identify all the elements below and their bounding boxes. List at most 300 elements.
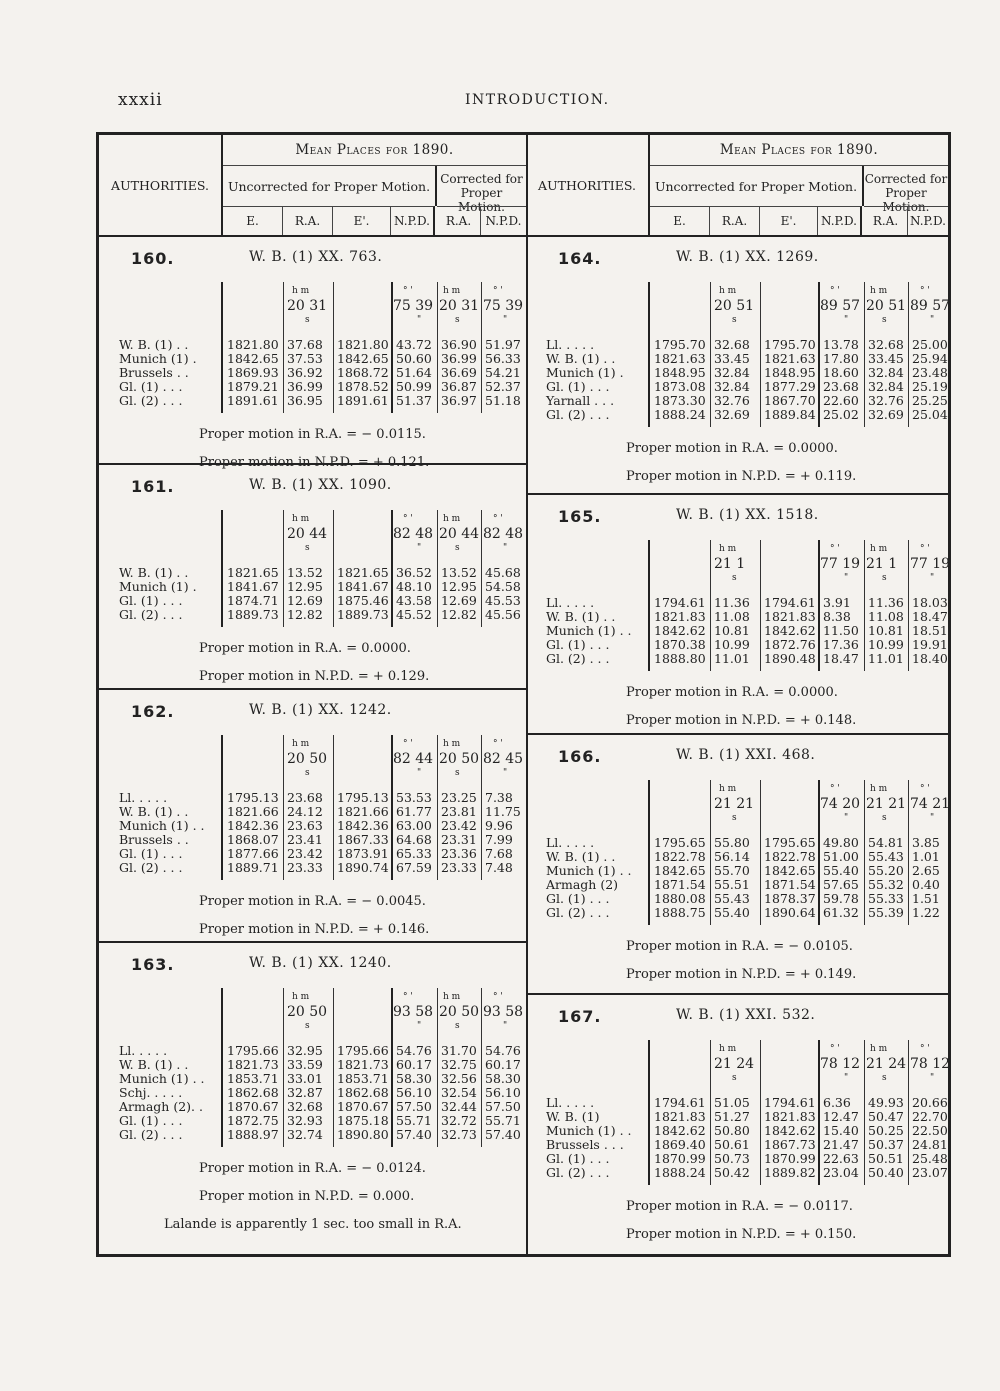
- ra-seconds: 11.36: [714, 595, 750, 610]
- epoch-prime: 1875.18: [337, 1113, 389, 1128]
- epoch: 1842.65: [227, 351, 279, 366]
- proper-motion-ra: Proper motion in R.A. = 0.0000.: [626, 685, 838, 700]
- npd-corrected: 57.50: [485, 1099, 521, 1114]
- npd-seconds: 61.77: [396, 804, 432, 819]
- epoch-prime: 1842.62: [764, 1123, 816, 1138]
- star-entry-162: [99, 690, 526, 943]
- epoch: 1821.65: [227, 565, 279, 580]
- authority-name: Ll. . . . .: [546, 835, 595, 850]
- ra-corrected: 32.84: [868, 379, 904, 394]
- npd-seconds: 67.59: [396, 860, 432, 875]
- ra-seconds: 50.61: [714, 1137, 750, 1152]
- npd-corrected: 45.68: [485, 565, 521, 580]
- npd-corrected: 54.76: [485, 1043, 521, 1058]
- authority-name: Gl. (1) . . .: [119, 379, 183, 394]
- authority-name: Ll. . . . .: [546, 595, 595, 610]
- npd-corrected: 7.48: [485, 860, 513, 875]
- epoch-prime: 1877.29: [764, 379, 816, 394]
- ra-seconds: 55.70: [714, 863, 750, 878]
- epoch-prime: 1794.61: [764, 595, 816, 610]
- epoch-prime: 1821.65: [337, 565, 389, 580]
- ra-corrected: 50.40: [868, 1165, 904, 1180]
- unit-deg: ° ': [830, 286, 840, 296]
- column-header: [526, 135, 948, 237]
- ra-corrected: 36.97: [441, 393, 477, 408]
- proper-motion-ra: Proper motion in R.A. = 0.0000.: [626, 441, 838, 456]
- proper-motion-npd: Proper motion in N.P.D. = + 0.129.: [199, 669, 430, 684]
- unit-sec: ": [844, 573, 849, 583]
- epoch-prime: 1853.71: [337, 1071, 389, 1086]
- unit-deg-corrected: ° ': [920, 544, 930, 554]
- ra-corrected: 10.99: [868, 637, 904, 652]
- npd-seconds: 18.60: [823, 365, 859, 380]
- ra-seconds: 33.01: [287, 1071, 323, 1086]
- ra-seconds: 55.40: [714, 905, 750, 920]
- authority-name: Gl. (2) . . .: [546, 1165, 610, 1180]
- authority-name: Brussels . .: [119, 832, 189, 847]
- epoch: 1868.07: [227, 832, 279, 847]
- ra-base-corrected: 20 50: [439, 751, 480, 767]
- column-rule: [437, 988, 438, 1147]
- npd-seconds: 45.52: [396, 607, 432, 622]
- npd-corrected: 25.19: [912, 379, 948, 394]
- unit-hm: h m: [719, 544, 737, 554]
- ra-corrected: 10.81: [868, 623, 904, 638]
- ra-corrected: 36.69: [441, 365, 477, 380]
- epoch-prime: 1795.66: [337, 1043, 389, 1058]
- epoch: 1795.66: [227, 1043, 279, 1058]
- npd-seconds: 18.47: [823, 651, 859, 666]
- npd-seconds: 36.52: [396, 565, 432, 580]
- star-reference: W. B. (1) XX. 1090.: [249, 477, 392, 493]
- corrected-heading-line2: Proper Motion.: [882, 186, 930, 214]
- column-rule: [481, 510, 482, 627]
- epoch: 1821.80: [227, 337, 279, 352]
- ra-seconds: 13.52: [287, 565, 323, 580]
- unit-s-corrected: s: [455, 768, 460, 778]
- epoch-prime: 1870.67: [337, 1099, 389, 1114]
- epoch: 1873.08: [654, 379, 706, 394]
- corrected-heading-line2: Proper Motion.: [458, 186, 505, 214]
- npd-corrected: 52.37: [485, 379, 521, 394]
- ra-corrected: 23.33: [441, 860, 477, 875]
- star-reference: W. B. (1) XX. 763.: [249, 249, 383, 265]
- star-entry-163: [99, 943, 526, 1254]
- epoch-prime: 1891.61: [337, 393, 389, 408]
- epoch-prime: 1890.74: [337, 860, 389, 875]
- column-rule: [908, 540, 909, 671]
- epoch: 1848.95: [654, 365, 706, 380]
- unit-deg: ° ': [403, 514, 413, 524]
- npd-base: 82 48: [393, 526, 434, 542]
- unit-sec-corrected: ": [503, 315, 508, 325]
- npd-corrected: 2.65: [912, 863, 940, 878]
- left-column: [99, 135, 528, 1254]
- ra-seconds: 37.68: [287, 337, 323, 352]
- column-rule: [710, 780, 711, 925]
- authority-name: W. B. (1) . .: [546, 849, 616, 864]
- column-rule: [864, 780, 865, 925]
- unit-s: s: [732, 1073, 737, 1083]
- ra-base-corrected: 20 51: [866, 298, 907, 314]
- ra-seconds: 32.84: [714, 365, 750, 380]
- epoch: 1821.73: [227, 1057, 279, 1072]
- unit-sec-corrected: ": [930, 573, 935, 583]
- unit-sec: ": [844, 315, 849, 325]
- epoch: 1862.68: [227, 1085, 279, 1100]
- authority-name: W. B. (1) . .: [546, 609, 616, 624]
- unit-hm: h m: [719, 1044, 737, 1054]
- unit-hm-corrected: h m: [443, 514, 461, 524]
- star-number: 163.: [131, 955, 175, 974]
- ra-corrected: 12.82: [441, 607, 477, 622]
- ra-corrected: 55.32: [868, 877, 904, 892]
- subheading-ra: R.A.: [283, 206, 333, 235]
- column-rule: [648, 282, 650, 427]
- unit-deg-corrected: ° ': [920, 1044, 930, 1054]
- epoch-prime: 1795.13: [337, 790, 389, 805]
- proper-motion-npd: Proper motion in N.P.D. = + 0.121.: [199, 455, 430, 470]
- column-rule: [481, 988, 482, 1147]
- ra-seconds: 32.93: [287, 1113, 323, 1128]
- corrected-heading: [864, 166, 948, 214]
- authority-name: Munich (1) . .: [546, 623, 632, 638]
- proper-motion-ra: Proper motion in R.A. = − 0.0124.: [199, 1161, 426, 1176]
- epoch: 1842.65: [654, 863, 706, 878]
- ra-base-corrected: 20 50: [439, 1004, 480, 1020]
- npd-seconds: 48.10: [396, 579, 432, 594]
- proper-motion-ra: Proper motion in R.A. = 0.0000.: [199, 641, 411, 656]
- unit-hm: h m: [292, 514, 310, 524]
- corrected-heading-line1: Corrected for: [440, 172, 523, 186]
- npd-corrected: 22.50: [912, 1123, 948, 1138]
- ra-corrected: 50.37: [868, 1137, 904, 1152]
- subheading-npd: N.P.D.: [391, 206, 435, 235]
- unit-sec: ": [417, 1021, 422, 1031]
- unit-sec-corrected: ": [930, 813, 935, 823]
- authority-name: Gl. (1) . . .: [119, 593, 183, 608]
- authority-name: Armagh (2): [546, 877, 619, 892]
- npd-corrected: 7.38: [485, 790, 513, 805]
- proper-motion-ra: Proper motion in R.A. = − 0.0117.: [626, 1199, 853, 1214]
- npd-seconds: 17.80: [823, 351, 859, 366]
- npd-corrected: 25.00: [912, 337, 948, 352]
- npd-seconds: 53.53: [396, 790, 432, 805]
- authority-name: Yarnall . . .: [546, 393, 615, 408]
- ra-corrected: 55.33: [868, 891, 904, 906]
- unit-sec-corrected: ": [503, 1021, 508, 1031]
- proper-motion-npd: Proper motion in N.P.D. = + 0.119.: [626, 469, 857, 484]
- epoch-prime: 1821.66: [337, 804, 389, 819]
- ra-base-corrected: 21 21: [866, 796, 907, 812]
- epoch: 1888.80: [654, 651, 706, 666]
- column-rule: [710, 282, 711, 427]
- npd-corrected: 7.99: [485, 832, 513, 847]
- unit-hm: h m: [292, 739, 310, 749]
- ra-base: 20 31: [287, 298, 328, 314]
- unit-hm-corrected: h m: [443, 992, 461, 1002]
- ra-seconds: 12.95: [287, 579, 323, 594]
- authority-name: W. B. (1) . .: [119, 565, 189, 580]
- column-rule: [333, 282, 334, 413]
- unit-s: s: [305, 1021, 310, 1031]
- ra-seconds: 56.14: [714, 849, 750, 864]
- authority-name: Schj. . . . .: [119, 1085, 183, 1100]
- npd-corrected: 20.66: [912, 1095, 948, 1110]
- unit-s: s: [732, 813, 737, 823]
- npd-seconds: 61.32: [823, 905, 859, 920]
- unit-hm: h m: [719, 784, 737, 794]
- epoch-prime: 1868.72: [337, 365, 389, 380]
- observation-table: [526, 1040, 951, 1185]
- unit-sec: ": [417, 768, 422, 778]
- column-rule: [221, 510, 223, 627]
- authority-name: Gl. (2) . . .: [119, 393, 183, 408]
- ra-seconds: 36.99: [287, 379, 323, 394]
- epoch: 1888.24: [654, 1165, 706, 1180]
- authority-name: Gl. (1) . . .: [546, 1151, 610, 1166]
- observation-table: [99, 988, 526, 1147]
- column-rule: [221, 282, 223, 413]
- unit-s-corrected: s: [455, 1021, 460, 1031]
- epoch-prime: 1821.83: [764, 609, 816, 624]
- star-number: 162.: [131, 702, 175, 721]
- ra-corrected: 50.25: [868, 1123, 904, 1138]
- ra-seconds: 50.80: [714, 1123, 750, 1138]
- npd-base-corrected: 74 21: [910, 796, 951, 812]
- npd-base: 93 58: [393, 1004, 434, 1020]
- star-reference: W. B. (1) XX. 1518.: [676, 507, 819, 523]
- ra-corrected: 36.87: [441, 379, 477, 394]
- column-rule: [648, 540, 650, 671]
- npd-seconds: 64.68: [396, 832, 432, 847]
- column-rule: [221, 988, 223, 1147]
- column-rule: [908, 282, 909, 427]
- ra-base: 21 24: [714, 1056, 755, 1072]
- epoch: 1889.73: [227, 607, 279, 622]
- ra-corrected: 23.36: [441, 846, 477, 861]
- authority-name: Armagh (2). .: [119, 1099, 203, 1114]
- ra-base: 20 51: [714, 298, 755, 314]
- authorities-heading: AUTHORITIES.: [99, 135, 223, 235]
- npd-seconds: 59.78: [823, 891, 859, 906]
- authority-name: W. B. (1): [546, 1109, 600, 1124]
- epoch-prime: 1794.61: [764, 1095, 816, 1110]
- observation-table: [526, 540, 951, 671]
- ra-seconds: 32.87: [287, 1085, 323, 1100]
- star-reference: W. B. (1) XX. 1269.: [676, 249, 819, 265]
- ra-seconds: 32.74: [287, 1127, 323, 1142]
- epoch-prime: 1889.82: [764, 1165, 816, 1180]
- authority-name: W. B. (1) . .: [119, 337, 189, 352]
- unit-s: s: [305, 543, 310, 553]
- star-entry-164: [526, 237, 951, 495]
- unit-s: s: [305, 768, 310, 778]
- star-entry-160: [99, 237, 526, 470]
- ra-base-corrected: 21 24: [866, 1056, 907, 1072]
- epoch-prime: 1872.76: [764, 637, 816, 652]
- npd-seconds: 50.99: [396, 379, 432, 394]
- npd-seconds: 49.80: [823, 835, 859, 850]
- epoch-prime: 1842.36: [337, 818, 389, 833]
- authorities-heading: AUTHORITIES.: [526, 135, 650, 235]
- epoch-prime: 1878.52: [337, 379, 389, 394]
- ra-seconds: 32.95: [287, 1043, 323, 1058]
- column-rule: [760, 1040, 761, 1185]
- epoch: 1795.65: [654, 835, 706, 850]
- ra-seconds: 12.82: [287, 607, 323, 622]
- ra-corrected: 32.44: [441, 1099, 477, 1114]
- npd-seconds: 51.00: [823, 849, 859, 864]
- npd-base-corrected: 93 58: [483, 1004, 524, 1020]
- ra-seconds: 33.45: [714, 351, 750, 366]
- subheading-npd: N.P.D.: [818, 206, 862, 235]
- authority-name: Munich (1) .: [119, 351, 197, 366]
- unit-s-corrected: s: [882, 813, 887, 823]
- npd-seconds: 11.50: [823, 623, 859, 638]
- ra-seconds: 23.41: [287, 832, 323, 847]
- star-number: 164.: [558, 249, 602, 268]
- column-rule: [481, 735, 482, 880]
- column-rule: [864, 282, 865, 427]
- npd-corrected: 54.21: [485, 365, 521, 380]
- epoch: 1872.75: [227, 1113, 279, 1128]
- epoch: 1795.13: [227, 790, 279, 805]
- npd-corrected: 58.30: [485, 1071, 521, 1086]
- npd-corrected: 60.17: [485, 1057, 521, 1072]
- ra-corrected: 55.43: [868, 849, 904, 864]
- epoch: 1795.70: [654, 337, 706, 352]
- npd-corrected: 1.51: [912, 891, 940, 906]
- npd-corrected: 19.91: [912, 637, 948, 652]
- npd-corrected: 7.68: [485, 846, 513, 861]
- npd-corrected: 18.47: [912, 609, 948, 624]
- ra-corrected: 32.72: [441, 1113, 477, 1128]
- epoch-prime: 1878.37: [764, 891, 816, 906]
- epoch-prime: 1862.68: [337, 1085, 389, 1100]
- epoch: 1888.75: [654, 905, 706, 920]
- ra-corrected: 13.52: [441, 565, 477, 580]
- npd-seconds: 6.36: [823, 1095, 851, 1110]
- epoch: 1874.71: [227, 593, 279, 608]
- npd-seconds: 25.02: [823, 407, 859, 422]
- epoch-prime: 1821.80: [337, 337, 389, 352]
- ra-corrected: 23.81: [441, 804, 477, 819]
- column-rule: [283, 988, 284, 1147]
- ra-corrected: 23.42: [441, 818, 477, 833]
- column-rule: [710, 540, 711, 671]
- uncorrected-heading: Uncorrected for Proper Motion.: [223, 166, 437, 206]
- npd-corrected: 18.03: [912, 595, 948, 610]
- mean-places-heading: Mean Places for 1890.: [223, 135, 526, 166]
- right-column: [526, 135, 951, 1254]
- unit-deg: ° ': [830, 544, 840, 554]
- column-rule: [864, 540, 865, 671]
- ra-seconds: 33.59: [287, 1057, 323, 1072]
- authority-name: W. B. (1) . .: [119, 804, 189, 819]
- column-rule: [710, 1040, 711, 1185]
- star-number: 165.: [558, 507, 602, 526]
- npd-corrected: 23.07: [912, 1165, 948, 1180]
- column-rule: [908, 1040, 909, 1185]
- ra-corrected: 32.56: [441, 1071, 477, 1086]
- npd-corrected: 45.56: [485, 607, 521, 622]
- epoch: 1880.08: [654, 891, 706, 906]
- unit-sec: ": [417, 543, 422, 553]
- epoch-prime: 1867.73: [764, 1137, 816, 1152]
- authority-name: Gl. (2) . . .: [546, 905, 610, 920]
- epoch: 1869.40: [654, 1137, 706, 1152]
- epoch: 1871.54: [654, 877, 706, 892]
- npd-base-corrected: 82 48: [483, 526, 524, 542]
- authority-name: Munich (1) . .: [119, 1071, 205, 1086]
- proper-motion-npd: Proper motion in N.P.D. = 0.000.: [199, 1189, 415, 1204]
- subheading-ra2: R.A.: [864, 206, 908, 235]
- epoch: 1870.67: [227, 1099, 279, 1114]
- ra-base: 20 50: [287, 1004, 328, 1020]
- npd-base: 82 44: [393, 751, 434, 767]
- unit-sec: ": [844, 1073, 849, 1083]
- epoch: 1842.62: [654, 623, 706, 638]
- npd-corrected: 55.71: [485, 1113, 521, 1128]
- unit-deg-corrected: ° ': [493, 286, 503, 296]
- npd-corrected: 1.01: [912, 849, 940, 864]
- epoch-prime: 1867.33: [337, 832, 389, 847]
- epoch-prime: 1890.80: [337, 1127, 389, 1142]
- authority-name: Gl. (2) . . .: [119, 860, 183, 875]
- epoch-prime: 1867.70: [764, 393, 816, 408]
- epoch-prime: 1875.46: [337, 593, 389, 608]
- unit-s-corrected: s: [882, 315, 887, 325]
- ra-corrected: 23.31: [441, 832, 477, 847]
- epoch: 1841.67: [227, 579, 279, 594]
- unit-deg: ° ': [403, 739, 413, 749]
- ra-seconds: 10.99: [714, 637, 750, 652]
- ra-seconds: 32.69: [714, 407, 750, 422]
- ra-corrected: 11.36: [868, 595, 904, 610]
- npd-seconds: 23.68: [823, 379, 859, 394]
- ra-base: 21 1: [714, 556, 746, 572]
- column-rule: [333, 735, 334, 880]
- npd-base: 75 39: [393, 298, 434, 314]
- observation-table: [526, 282, 951, 427]
- ra-base: 20 44: [287, 526, 328, 542]
- epoch-prime: 1821.73: [337, 1057, 389, 1072]
- npd-corrected: 1.22: [912, 905, 940, 920]
- observation-table: [99, 282, 526, 413]
- column-header: [99, 135, 526, 237]
- unit-deg-corrected: ° ': [493, 514, 503, 524]
- unit-hm-corrected: h m: [443, 286, 461, 296]
- star-entry-166: [526, 735, 951, 995]
- column-rule: [221, 735, 223, 880]
- corrected-heading: [437, 166, 526, 214]
- npd-base-corrected: 77 19: [910, 556, 951, 572]
- proper-motion-npd: Proper motion in N.P.D. = + 0.146.: [199, 922, 430, 937]
- ra-seconds: 11.01: [714, 651, 750, 666]
- column-rule: [908, 780, 909, 925]
- authority-name: Gl. (1) . . .: [546, 891, 610, 906]
- column-rule: [437, 735, 438, 880]
- epoch: 1877.66: [227, 846, 279, 861]
- subheading-e_prime: E'.: [760, 206, 818, 235]
- epoch-prime: 1822.78: [764, 849, 816, 864]
- unit-sec-corrected: ": [503, 543, 508, 553]
- observation-table: [99, 510, 526, 627]
- npd-seconds: 57.65: [823, 877, 859, 892]
- authority-name: Gl. (2) . . .: [546, 407, 610, 422]
- ra-seconds: 51.05: [714, 1095, 750, 1110]
